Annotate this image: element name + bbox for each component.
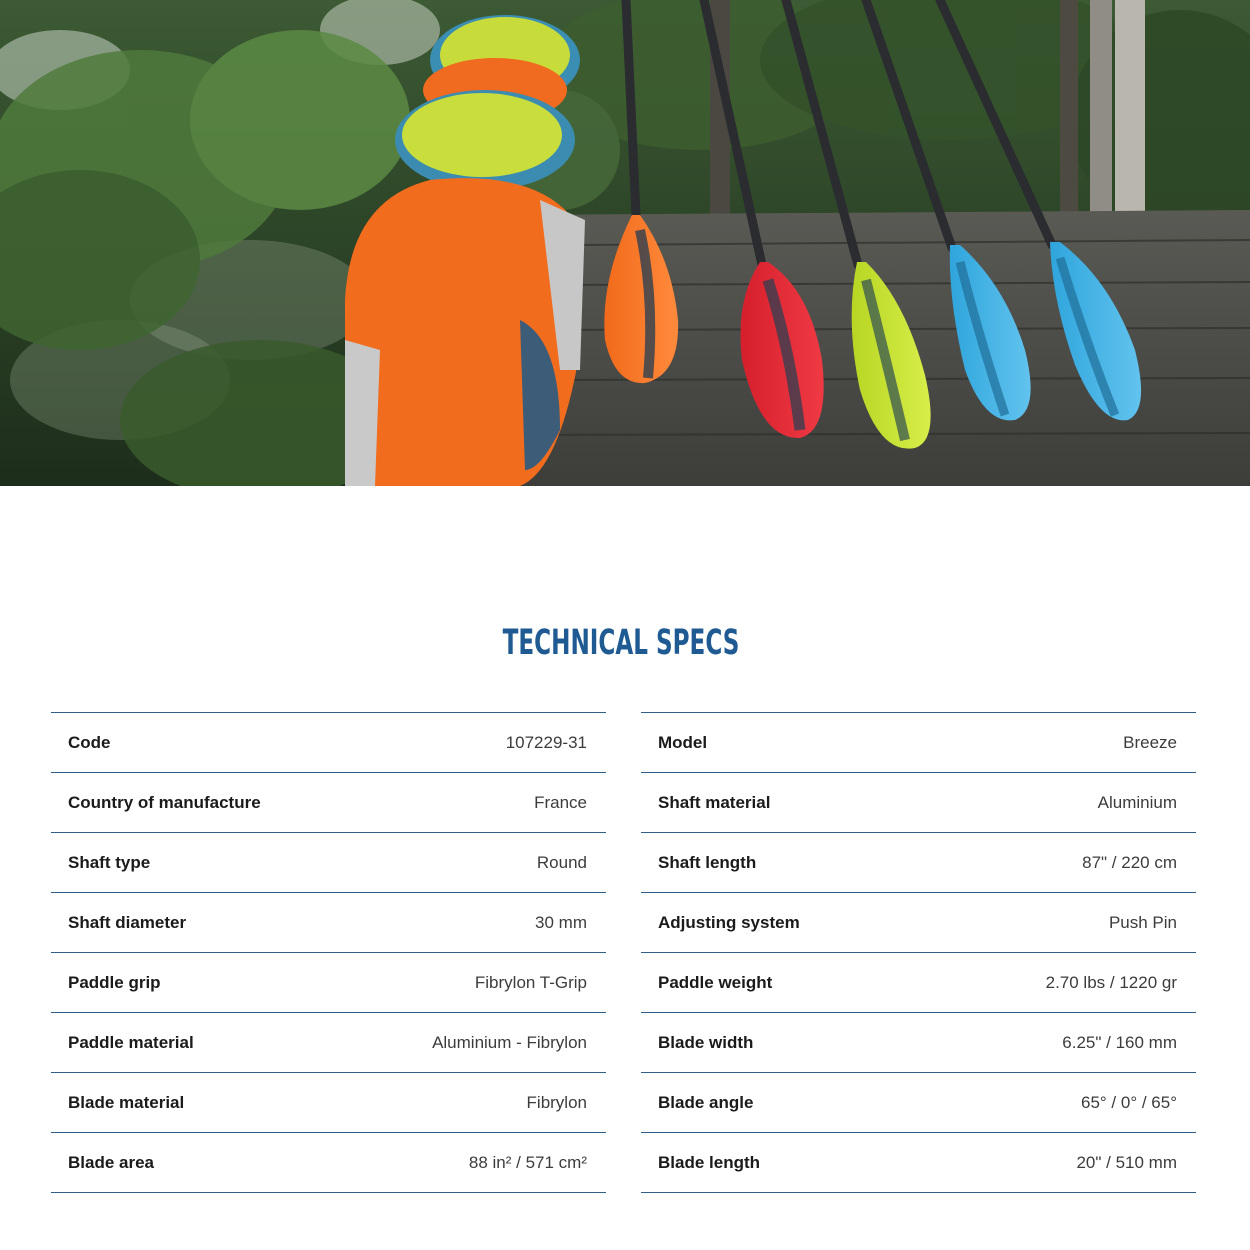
spec-value: Aluminium	[1097, 792, 1177, 812]
spec-label: Shaft type	[68, 852, 151, 872]
spec-value: 30 mm	[535, 912, 587, 932]
spec-row-shaft-type	[51, 833, 606, 893]
spec-label: Paddle material	[68, 1032, 194, 1052]
spec-label: Country of manufacture	[68, 792, 261, 812]
spec-label: Blade angle	[658, 1092, 754, 1112]
paddles-and-life-vests-photo	[0, 0, 1250, 486]
spec-row-country-of-manufacture	[51, 773, 606, 833]
specs-table-left	[51, 712, 606, 1193]
spec-value: Aluminium - Fibrylon	[432, 1032, 587, 1052]
spec-label: Shaft length	[658, 852, 757, 872]
spec-label: Model	[658, 732, 708, 752]
spec-row-shaft-material	[641, 773, 1196, 833]
spec-row-paddle-material	[51, 1013, 606, 1073]
spec-value: 65° / 0° / 65°	[1080, 1092, 1177, 1112]
spec-value: France	[534, 792, 587, 812]
spec-label: Shaft diameter	[68, 912, 187, 932]
spec-row-blade-length	[641, 1133, 1196, 1193]
spec-label: Paddle weight	[658, 972, 773, 992]
spec-row-shaft-diameter	[51, 893, 606, 953]
spec-label: Shaft material	[658, 792, 771, 812]
spec-value: Fibrylon T-Grip	[474, 972, 587, 992]
spec-value: 2.70 lbs / 1220 gr	[1045, 972, 1177, 992]
spec-value: Push Pin	[1108, 912, 1177, 932]
spec-row-blade-angle	[641, 1073, 1196, 1133]
spec-value: Breeze	[1123, 732, 1177, 752]
spec-row-blade-material	[51, 1073, 606, 1133]
spec-value: 6.25" / 160 mm	[1062, 1032, 1177, 1052]
spec-label: Blade length	[658, 1152, 761, 1172]
specs-table-right	[641, 712, 1196, 1193]
spec-row-blade-width	[641, 1013, 1196, 1073]
hero-image	[0, 0, 1250, 486]
spec-value: 107229-31	[505, 732, 587, 752]
spec-label: Blade area	[68, 1152, 154, 1172]
spec-row-paddle-grip	[51, 953, 606, 1013]
spec-row-code	[51, 713, 606, 773]
spec-label: Adjusting system	[658, 912, 800, 932]
spec-row-model	[641, 713, 1196, 773]
spec-label: Blade material	[68, 1092, 185, 1112]
page-title: TECHNICAL SPECS	[502, 623, 740, 663]
spec-label: Code	[68, 732, 111, 752]
spec-row-shaft-length	[641, 833, 1196, 893]
spec-value: 20" / 510 mm	[1076, 1152, 1177, 1172]
spec-value: 87" / 220 cm	[1082, 852, 1177, 872]
spec-row-paddle-weight	[641, 953, 1196, 1013]
spec-row-blade-area	[51, 1133, 606, 1193]
spec-value: Fibrylon	[526, 1092, 587, 1112]
spec-value: Round	[536, 852, 587, 872]
spec-value: 88 in² / 571 cm²	[468, 1152, 587, 1172]
spec-label: Paddle grip	[68, 972, 161, 992]
spec-label: Blade width	[658, 1032, 754, 1052]
spec-row-adjusting-system	[641, 893, 1196, 953]
